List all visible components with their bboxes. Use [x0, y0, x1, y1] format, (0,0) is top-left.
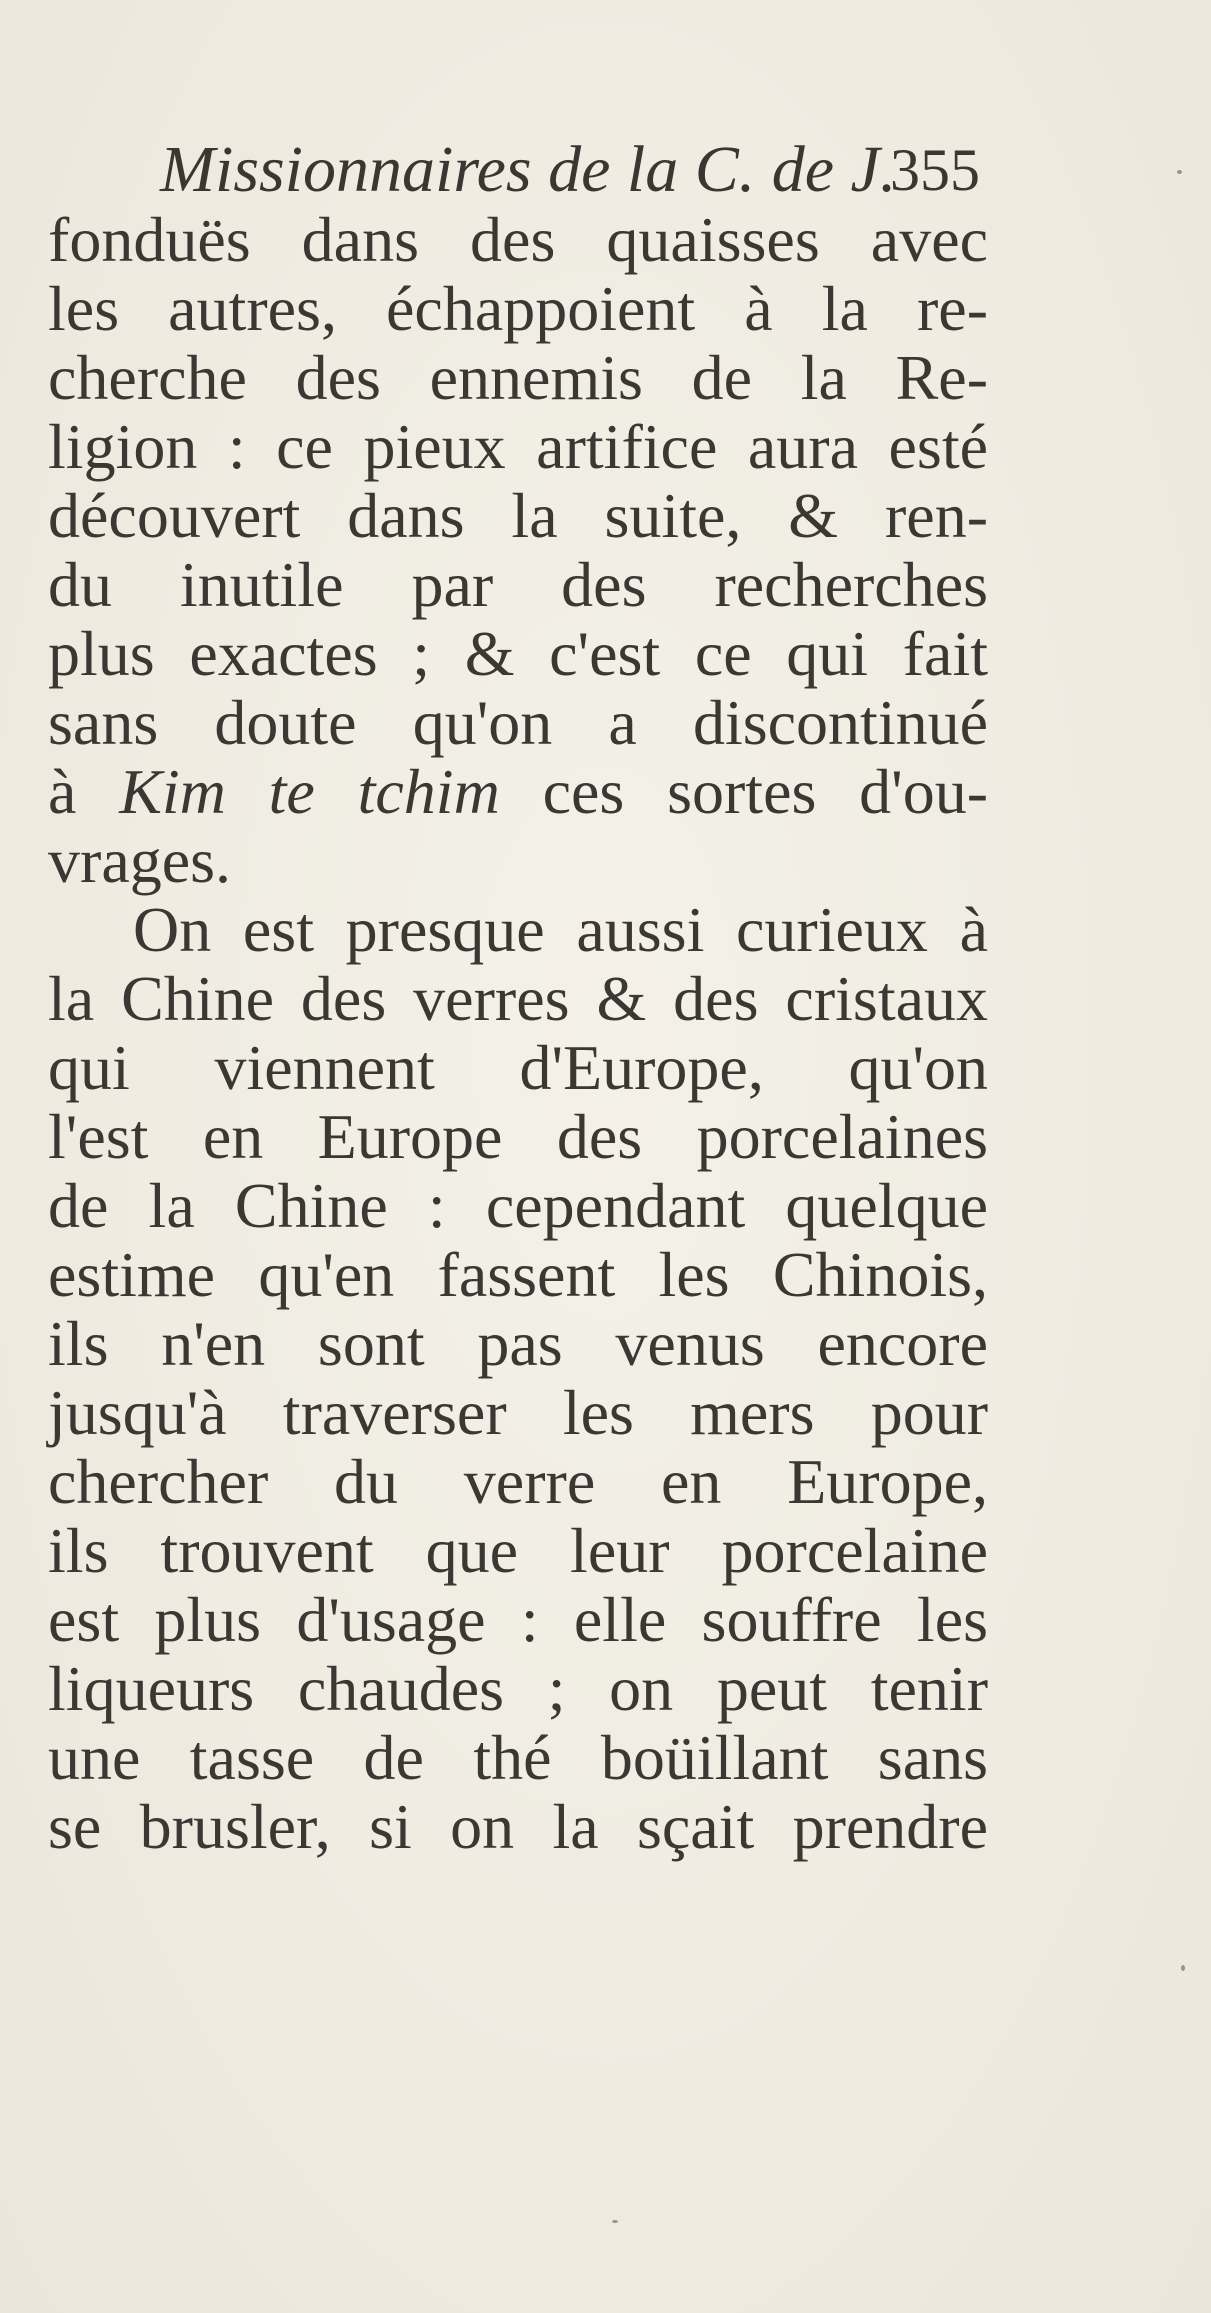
text-line: la Chine des verres & des cristaux [48, 963, 988, 1034]
text-line: liqueurs chaudes ; on peut tenir [48, 1653, 988, 1724]
body-text [48, 205, 988, 1861]
text-line: cherche des ennemis de la Re- [48, 342, 988, 413]
text-line: plus exactes ; & c'est ce qui fait [48, 618, 988, 689]
paper-speck [1177, 170, 1182, 174]
page-number: 355 [890, 137, 980, 203]
text-line: jusqu'à traverser les mers pour [48, 1377, 988, 1448]
text-line: estime qu'en fassent les Chinois, [48, 1239, 988, 1310]
text-line [48, 757, 988, 826]
text-line: ligion : ce pieux artifice aura esté [48, 411, 988, 482]
text-line: l'est en Europe des porcelaines [48, 1101, 988, 1172]
paper-speck [1181, 1965, 1185, 1971]
running-title: Missionnaires de la C. de J. [160, 133, 897, 206]
italic-place-name: Kim te tchim [119, 756, 500, 827]
text-line: du inutile par des recherches [48, 549, 988, 620]
text-line: chercher du verre en Europe, [48, 1446, 988, 1517]
text-line: fonduës dans des quaisses avec [48, 204, 988, 275]
text-line: qui viennent d'Europe, qu'on [48, 1032, 988, 1103]
text-line: une tasse de thé boüillant sans [48, 1722, 988, 1793]
text-line: les autres, échappoient à la re- [48, 273, 988, 344]
text-line: ils n'en sont pas venus encore [48, 1308, 988, 1379]
text-segment: à [48, 756, 77, 827]
text-line: ils trouvent que leur porcelaine [48, 1515, 988, 1586]
text-line: est plus d'usage : elle souffre les [48, 1584, 988, 1655]
text-line: découvert dans la suite, & ren- [48, 480, 988, 551]
text-line: de la Chine : cependant quelque [48, 1170, 988, 1241]
text-segment: ces sortes d'ou- [542, 756, 989, 827]
paragraph-start-line: On est presque aussi curieux à [133, 894, 988, 965]
text-line: se brusler, si on la sçait prendre [48, 1791, 988, 1862]
paper-speck [612, 2220, 618, 2223]
page-header [160, 135, 980, 205]
text-line: sans doute qu'on a discontinué [48, 687, 988, 758]
text-line: vrages. [48, 825, 232, 896]
